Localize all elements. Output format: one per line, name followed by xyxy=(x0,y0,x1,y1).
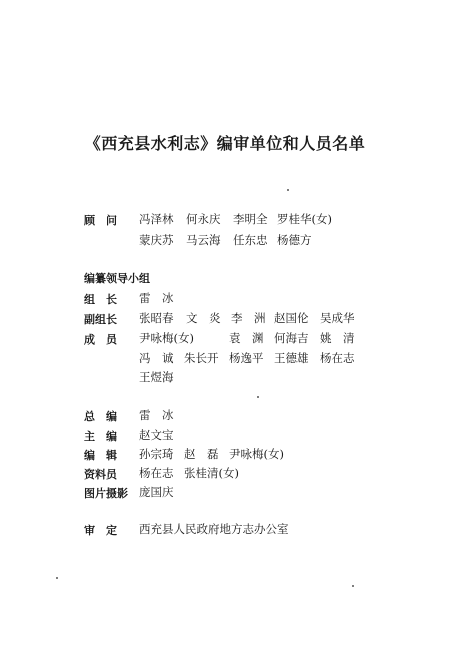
role-members: 成 员 xyxy=(84,333,117,346)
deputy-leader-name: 赵国伦 xyxy=(274,311,309,325)
member-name: 尹咏梅(女) xyxy=(139,331,194,345)
member-name: 何海吉 xyxy=(274,331,309,345)
member-name: 朱长开 xyxy=(184,351,219,365)
scan-speck xyxy=(287,189,289,191)
member-name: 杨逸平 xyxy=(229,351,264,365)
role-advisers: 顾 问 xyxy=(84,214,117,227)
member-name: 袁 渊 xyxy=(229,331,264,345)
role-reviewer: 审 定 xyxy=(84,524,117,537)
member-name: 姚 清 xyxy=(320,331,355,345)
main-editor-name: 赵文宝 xyxy=(139,428,174,442)
adviser-name: 李明全 xyxy=(233,212,268,226)
deputy-leader-name: 吴成华 xyxy=(320,311,355,325)
scan-speck xyxy=(352,585,354,587)
role-group-leader: 组 长 xyxy=(84,293,117,306)
chief-editor-name: 雷 冰 xyxy=(139,408,174,422)
page-title: 《西充县水利志》编审单位和人员名单 xyxy=(84,134,366,153)
deputy-leader-name: 文 炎 xyxy=(186,311,221,325)
reviewer-unit: 西充县人民政府地方志办公室 xyxy=(139,522,289,536)
adviser-name: 罗桂华(女) xyxy=(277,212,332,226)
photographer-name: 庞国庆 xyxy=(139,485,174,499)
deputy-leader-name: 李 洲 xyxy=(231,311,266,325)
member-name: 冯 诚 xyxy=(139,351,174,365)
role-editor: 编 辑 xyxy=(84,449,117,462)
role-photography: 图片摄影 xyxy=(84,487,128,500)
group-leader-name: 雷 冰 xyxy=(139,291,174,305)
role-main-editor: 主 编 xyxy=(84,430,117,443)
role-chief-editor: 总 编 xyxy=(84,410,117,423)
editor-name: 尹咏梅(女) xyxy=(229,447,284,461)
adviser-name: 冯泽林 xyxy=(139,212,174,226)
editor-name: 孙宗琦 xyxy=(139,447,174,461)
deputy-leader-name: 张昭春 xyxy=(139,311,174,325)
role-archivist: 资料员 xyxy=(84,468,117,481)
adviser-name: 杨德方 xyxy=(277,233,312,247)
member-name: 王德雄 xyxy=(274,351,309,365)
archivist-name: 张桂清(女) xyxy=(184,466,239,480)
adviser-name: 蒙庆苏 xyxy=(139,233,174,247)
adviser-name: 马云海 xyxy=(186,233,221,247)
adviser-name: 任东忠 xyxy=(233,233,268,247)
archivist-name: 杨在志 xyxy=(139,466,174,480)
member-name: 王煜海 xyxy=(139,370,174,384)
scan-speck xyxy=(56,577,58,579)
adviser-name: 何永庆 xyxy=(186,212,221,226)
section-heading-leading-group: 编纂领导小组 xyxy=(84,272,150,285)
scan-speck xyxy=(257,396,259,398)
editor-name: 赵 磊 xyxy=(184,447,219,461)
role-deputy-leader: 副组长 xyxy=(84,313,117,326)
member-name: 杨在志 xyxy=(320,351,355,365)
